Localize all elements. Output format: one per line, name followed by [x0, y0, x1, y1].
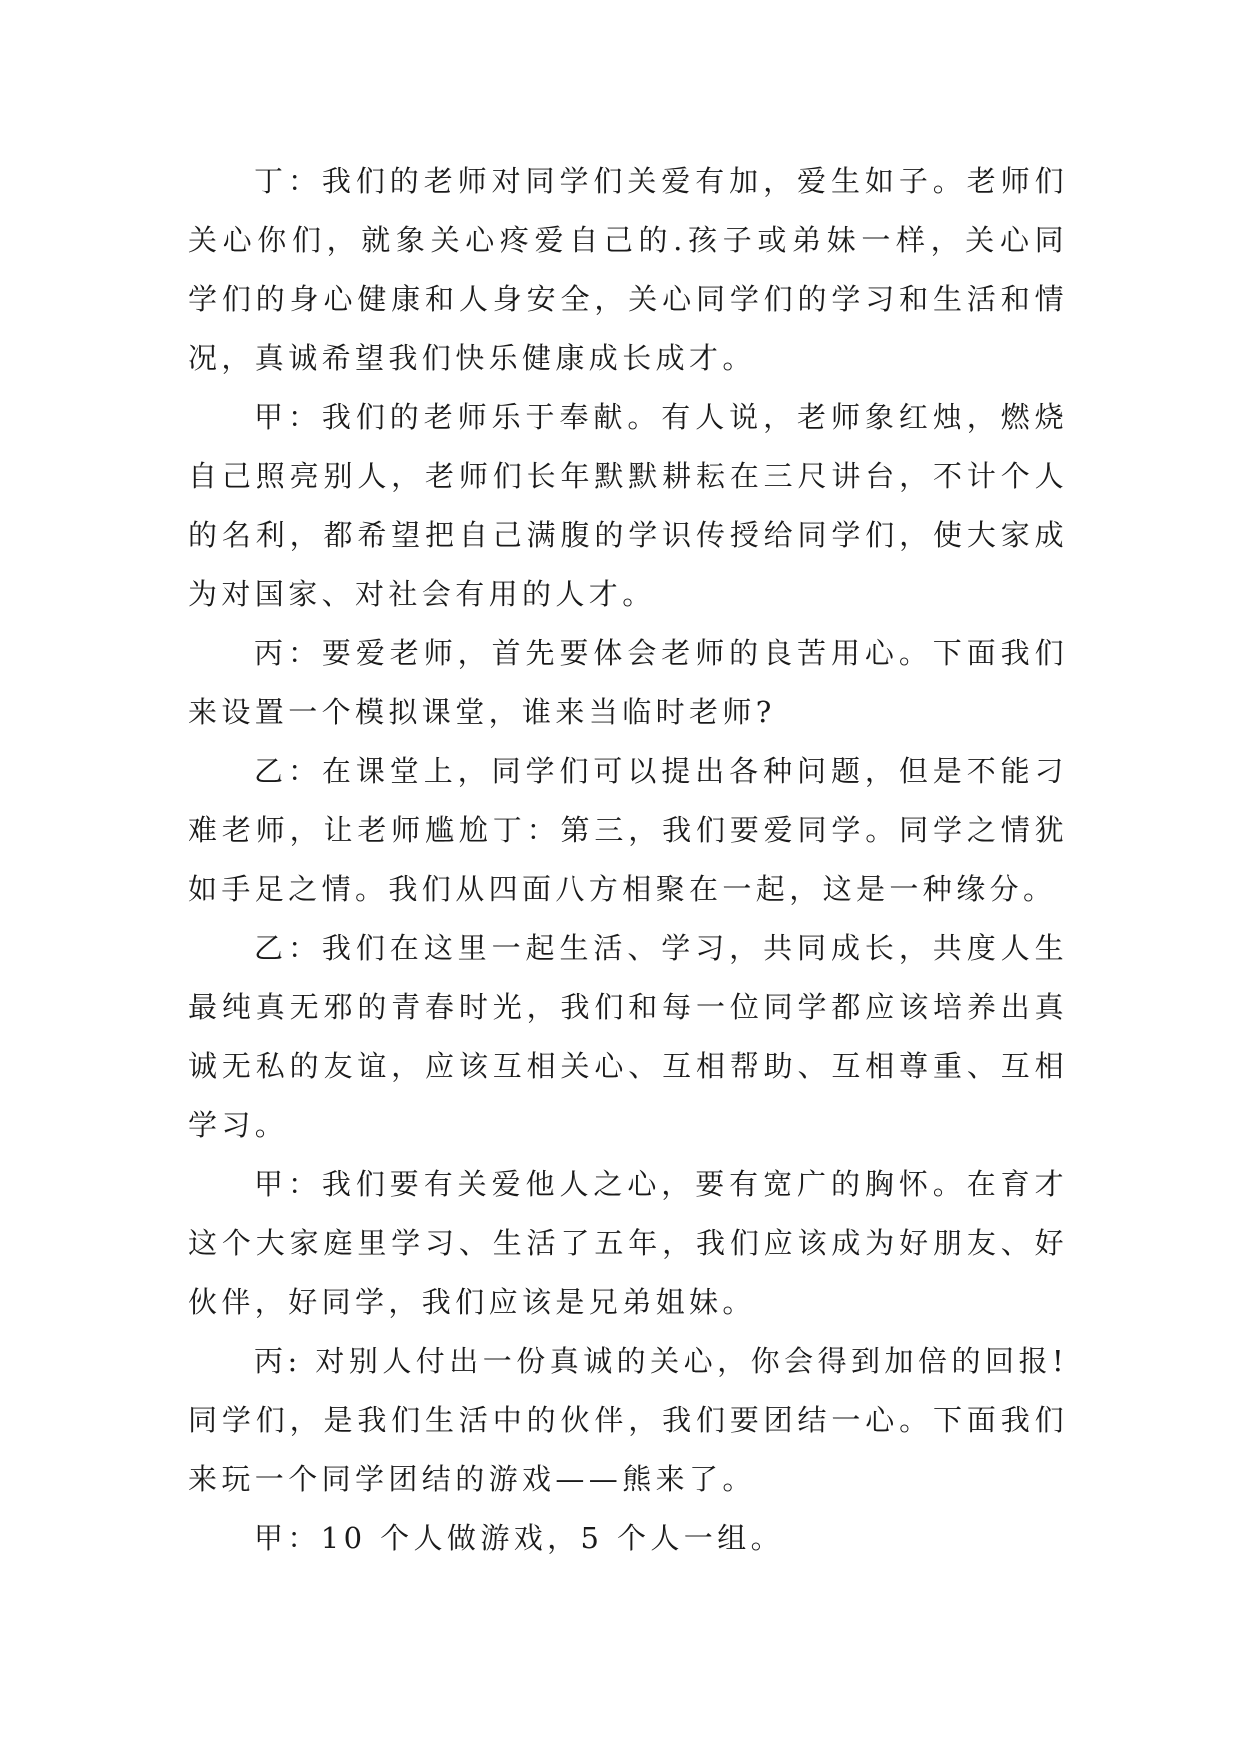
paragraph-6: 甲：我们要有关爱他人之心，要有宽广的胸怀。在育才这个大家庭里学习、生活了五年，我们应该成为好朋友、好伙伴，好同学，我们应该是兄弟姐妹。	[188, 1167, 1068, 1319]
paragraph-8: 甲：10 个人做游戏，5 个人一组。	[254, 1521, 784, 1555]
paragraph-5: 乙：我们在这里一起生活、学习，共同成长，共度人生最纯真无邪的青春时光，我们和每一位同学都应该培养出真诚无私的友谊，应该互相关心、互相帮助、互相尊重、互相学习。	[188, 931, 1068, 1142]
paragraph-7: 丙: 对别人付出一份真诚的关心，你会得到加倍的回报!同学们，是我们生活中的伙伴，我们要团结一心。下面我们来玩一个同学团结的游戏——熊来了。	[188, 1344, 1068, 1496]
paragraph-1: 丁：我们的老师对同学们关爱有加，爱生如子。老师们关心你们，就象关心疼爱自己的.孩子或弟妹一样，关心同学们的身心健康和人身安全，关心同学们的学习和生活和情况，真诚希望我们快乐健康成长成才。	[188, 164, 1068, 375]
paragraph-4: 乙：在课堂上，同学们可以提出各种问题，但是不能刁难老师，让老师尴尬丁：第三，我们要爱同学。同学之情犹如手足之情。我们从四面八方相聚在一起，这是一种缘分。	[188, 754, 1068, 906]
paragraph-3: 丙：要爱老师，首先要体会老师的良苦用心。下面我们来设置一个模拟课堂，谁来当临时老师?	[188, 636, 1068, 729]
paragraph-2: 甲：我们的老师乐于奉献。有人说，老师象红烛，燃烧自己照亮别人，老师们长年默默耕耘在三尺讲台，不计个人的名利，都希望把自己满腹的学识传授给同学们，使大家成为对国家、对社会有用的人才。	[188, 400, 1068, 611]
document-body	[188, 152, 1068, 1568]
